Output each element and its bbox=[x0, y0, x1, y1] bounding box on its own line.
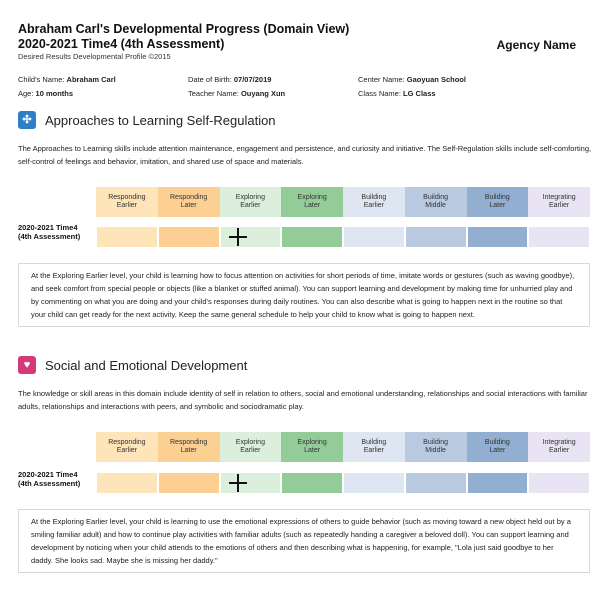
level-name-line2: Earlier bbox=[116, 447, 137, 454]
level-name-line1: Building bbox=[361, 438, 387, 446]
level-header-cell bbox=[158, 432, 220, 462]
section-description: The Approaches to Learning skills include attention maintenance, engagement and persistence, and curiosity and initiative. The Self-Regulation skills include self-comforting, self-control of feelings and behavior, imitation, and shared use of space and materials. bbox=[18, 144, 592, 166]
level-name-line1: Responding bbox=[108, 438, 146, 446]
narrative-box: At the Exploring Earlier level, your child is learning to use the emotional expressions of others to guide behavior (such as moving toward a new object held out by a smiling familiar adult) and how to continue play activities with familiar adults (such as repeatedly handing a caregiver a beloved doll). You can support learning and development by noticing when your child attends to the emotions of others and then describing what is happening, for example, "Lola just said goodbye to her daddy. She looks sad. Maybe she is missing her daddy." bbox=[18, 509, 590, 573]
agency-name: Agency Name bbox=[496, 38, 576, 52]
level-name-line1: Integrating bbox=[542, 193, 576, 201]
rating-segment bbox=[406, 227, 466, 247]
level-header-label bbox=[361, 439, 386, 456]
level-header-cell bbox=[467, 187, 529, 217]
level-name-line2: Later bbox=[489, 202, 506, 209]
level-name-line2: Later bbox=[304, 447, 321, 454]
narrative-box: At the Exploring Earlier level, your child is learning how to focus attention on activities for short periods of time, imitate words or gestures (such as waving goodbye), and seek comfort from special people or objects (like a blanket or stuffed animal). You can support learning and development by making time for unhurried play and by commenting on what you are doing and your child's responses during daily routines. You can also describe what is going to happen next in the routine so that your child can get ready for the next activity. Keep the same general schedule to help your child to know what is going to happen next. bbox=[18, 263, 590, 327]
level-header-label bbox=[108, 439, 145, 456]
rating-segment bbox=[159, 473, 219, 493]
level-header-label bbox=[298, 439, 327, 456]
rating-segment bbox=[282, 473, 342, 493]
level-name-line2: Later bbox=[304, 202, 321, 209]
level-header-label bbox=[170, 194, 207, 211]
section-title: Approaches to Learning Self-Regulation bbox=[45, 112, 276, 128]
level-name-line1: Exploring bbox=[235, 193, 265, 201]
level-name-line2: Later bbox=[489, 447, 506, 454]
level-header-cell bbox=[405, 187, 467, 217]
level-header-cell bbox=[343, 432, 405, 462]
center-name: Center Name: Gaoyuan School bbox=[358, 75, 466, 84]
assessment-period-label: 2020-2021 Time4 (4th Assessment) bbox=[18, 470, 81, 488]
level-scale bbox=[96, 432, 590, 462]
rating-segment bbox=[344, 227, 404, 247]
level-name-line1: Responding bbox=[169, 438, 208, 446]
rating-segment bbox=[282, 227, 342, 247]
child-name: Child's Name: Abraham Carl bbox=[18, 75, 116, 84]
level-name-line2: Earlier bbox=[549, 447, 570, 454]
level-header-cell bbox=[96, 187, 158, 217]
level-header-label bbox=[170, 439, 207, 456]
level-name-line2: Earlier bbox=[363, 447, 384, 454]
level-header-cell bbox=[405, 432, 467, 462]
level-header-cell bbox=[528, 432, 590, 462]
level-header-label bbox=[298, 194, 327, 211]
level-name-line2: Middle bbox=[425, 447, 446, 454]
rating-marker-vertical bbox=[237, 474, 239, 492]
section-title: Social and Emotional Development bbox=[45, 357, 248, 373]
heart-icon: ♥ bbox=[18, 356, 36, 374]
puzzle-icon: ✣ bbox=[18, 111, 36, 129]
level-name-line2: Earlier bbox=[549, 202, 570, 209]
rating-segment bbox=[529, 227, 589, 247]
rating-segment bbox=[468, 473, 528, 493]
class-name: Class Name: LG Class bbox=[358, 89, 436, 98]
rating-bar bbox=[96, 227, 590, 247]
rating-marker-vertical bbox=[237, 228, 239, 246]
report-title-line2: 2020-2021 Time4 (4th Assessment) bbox=[18, 37, 225, 51]
teacher-name: Teacher Name: Ouyang Xun bbox=[188, 89, 286, 98]
level-header-label bbox=[236, 439, 265, 456]
level-header-label bbox=[423, 194, 448, 211]
level-header-cell bbox=[467, 432, 529, 462]
rating-bar bbox=[96, 473, 590, 493]
rating-segment bbox=[344, 473, 404, 493]
level-name-line2: Earlier bbox=[116, 202, 137, 209]
level-name-line1: Responding bbox=[169, 193, 208, 201]
level-header-label bbox=[361, 194, 386, 211]
rating-segment bbox=[468, 227, 528, 247]
level-header-cell bbox=[220, 432, 282, 462]
rating-segment bbox=[529, 473, 589, 493]
level-header-cell bbox=[96, 432, 158, 462]
date-of-birth: Date of Birth: 07/07/2019 bbox=[188, 75, 272, 84]
assessment-period-label: 2020-2021 Time4 (4th Assessment) bbox=[18, 223, 81, 241]
level-name-line2: Later bbox=[180, 202, 197, 209]
report-title-line1: Abraham Carl's Developmental Progress (Domain View) bbox=[18, 22, 350, 36]
level-header-label bbox=[485, 194, 510, 211]
report-subtitle: Desired Results Developmental Profile ©2015 bbox=[18, 52, 171, 61]
child-age: Age: 10 months bbox=[18, 89, 74, 98]
level-name-line1: Exploring bbox=[297, 193, 327, 201]
level-header-label bbox=[485, 439, 510, 456]
section-description: The knowledge or skill areas in this domain include identity of self in relation to others, social and emotional understanding, relationships and social interactions with familiar adults, relationships and interactions with peers, and symbolic and sociodramatic play. bbox=[18, 389, 588, 411]
level-name-line1: Building bbox=[423, 438, 449, 446]
level-header-label bbox=[543, 194, 576, 211]
level-name-line1: Exploring bbox=[235, 438, 265, 446]
level-header-cell bbox=[281, 187, 343, 217]
level-header-label bbox=[108, 194, 145, 211]
level-scale bbox=[96, 187, 590, 217]
level-header-cell bbox=[220, 187, 282, 217]
report-title bbox=[18, 22, 349, 52]
level-name-line1: Building bbox=[361, 193, 387, 201]
level-header-cell bbox=[158, 187, 220, 217]
section-approaches-header bbox=[18, 111, 276, 129]
level-header-cell bbox=[528, 187, 590, 217]
level-header-cell bbox=[281, 432, 343, 462]
level-header-label bbox=[543, 439, 576, 456]
level-name-line2: Later bbox=[180, 447, 197, 454]
level-name-line2: Earlier bbox=[363, 202, 384, 209]
level-name-line1: Building bbox=[423, 193, 449, 201]
level-name-line1: Responding bbox=[108, 193, 146, 201]
level-name-line1: Exploring bbox=[297, 438, 327, 446]
level-name-line1: Building bbox=[484, 193, 510, 201]
rating-segment bbox=[97, 473, 157, 493]
level-name-line1: Building bbox=[484, 438, 510, 446]
level-header-label bbox=[423, 439, 448, 456]
rating-segment bbox=[97, 227, 157, 247]
level-name-line2: Middle bbox=[425, 202, 446, 209]
level-header-label bbox=[236, 194, 265, 211]
level-name-line2: Earlier bbox=[240, 447, 261, 454]
level-header-cell bbox=[343, 187, 405, 217]
section-social-header bbox=[18, 356, 247, 374]
level-name-line1: Integrating bbox=[542, 438, 576, 446]
rating-segment bbox=[406, 473, 466, 493]
rating-segment bbox=[159, 227, 219, 247]
level-name-line2: Earlier bbox=[240, 202, 261, 209]
